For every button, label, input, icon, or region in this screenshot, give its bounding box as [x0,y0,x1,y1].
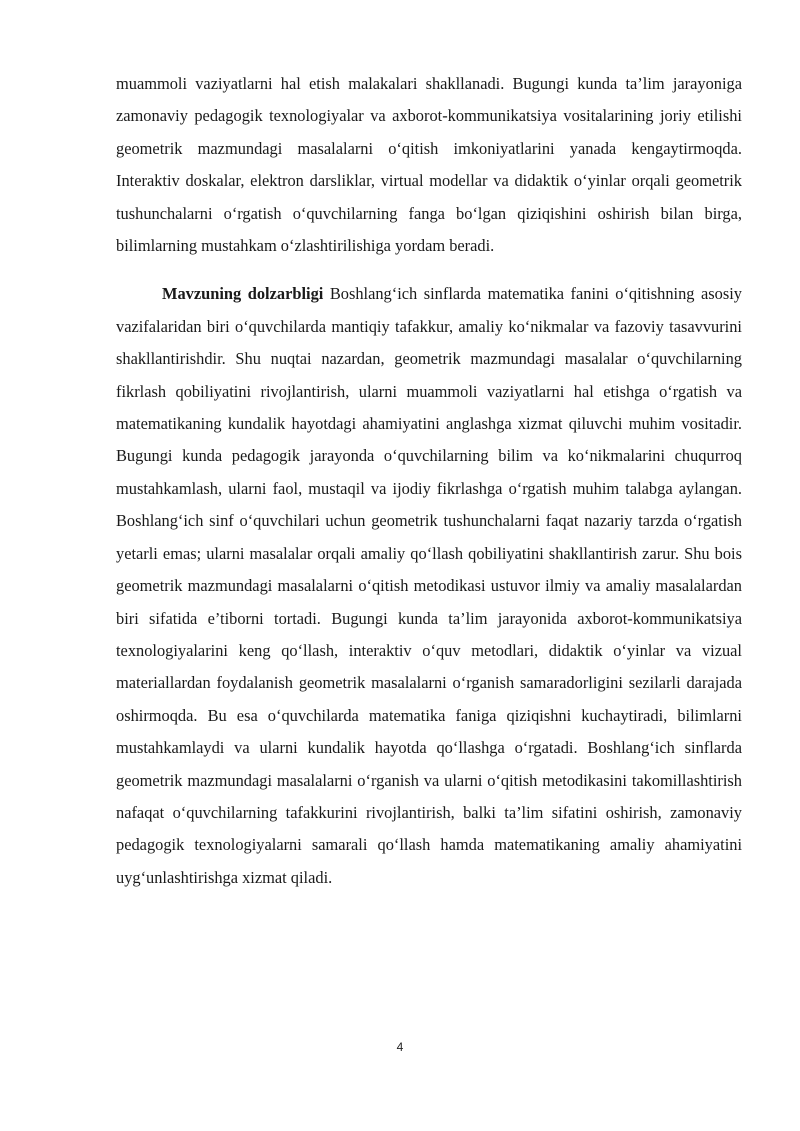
paragraph-continuation: muammoli vaziyatlarni hal etish malakalari shakllanadi. Bugungi kunda ta’lim jarayoniga zamonaviy pedagogik texnologiyalar va axborot-kommunikatsiya vositalarining joriy etilishi geometrik mazmundagi masalalarni o‘qitish imkoniyatlarini yanada kengaytirmoqda. Interaktiv doskalar, elektron darsliklar, virtual modellar va didaktik o‘yinlar orqali geometrik tushunchalarni o‘rgatish o‘quvchilarning fanga bo‘lgan qiziqishini oshirish bilan birga, bilimlarning mustahkam o‘zlashtirilishiga yordam beradi. [116,74,742,256]
page-number: 4 [396,1040,404,1054]
document-page [116,68,742,894]
paragraph-relevance [116,278,742,894]
paragraph-relevance-body: Boshlang‘ich sinflarda matematika fanini o‘qitishning asosiy vazifalaridan biri o‘quvchilarda mantiqiy tafakkur, amaliy ko‘nikmalar va fazoviy tasavvurini shakllantirishdir. Shu nuqtai nazardan, geometrik mazmundagi masalalar o‘quvchilarning fikrlash qobiliyatini rivojlantirish, ularni muammoli vaziyatlarni hal etishga o‘rgatish va matematikaning kundalik hayotdagi ahamiyatini anglashga xizmat qiluvchi muhim vositadir. Bugungi kunda pedagogik jarayonda o‘quvchilarning bilim va ko‘nikmalarini chuqurroq mustahkamlash, ularni faol, mustaqil va ijodiy fikrlashga o‘rgatish muhim talabga aylangan. Boshlang‘ich sinf o‘quvchilari uchun geometrik tushunchalarni faqat nazariy tarzda o‘rgatish yetarli emas; ularni masalalar orqali amaliy qo‘llash qobiliyatini shakllantirish zarur. Shu bois geometrik mazmundagi masalalarni o‘qitish metodikasi ustuvor ilmiy va amaliy masalalardan biri sifatida e’tiborni tortadi. Bugungi kunda ta’lim jarayonida axborot-kommunikatsiya texnologiyalarini keng qo‘llash, interaktiv o‘quv metodlari, didaktik o‘yinlar va vizual materiallardan foydalanish geometrik masalalarni o‘rganish samaradorligini sezilarli darajada oshirmoqda. Bu esa o‘quvchilarda matematika faniga qiziqishni kuchaytiradi, bilimlarni mustahkamlaydi va ularni kundalik hayotda qo‘llashga o‘rgatadi. Boshlang‘ich sinflarda geometrik mazmundagi masalalarni o‘rganish va ularni o‘qitish metodikasini takomillashtirish nafaqat o‘quvchilarning tafakkurini rivojlantirish, balki ta’lim sifatini oshirish, zamonaviy pedagogik texnologiyalarni samarali qo‘llash hamda matematikaning amaliy ahamiyatini uyg‘unlashtirishga xizmat qiladi. [116,284,742,887]
section-lead-heading: Mavzuning dolzarbligi [162,284,324,304]
